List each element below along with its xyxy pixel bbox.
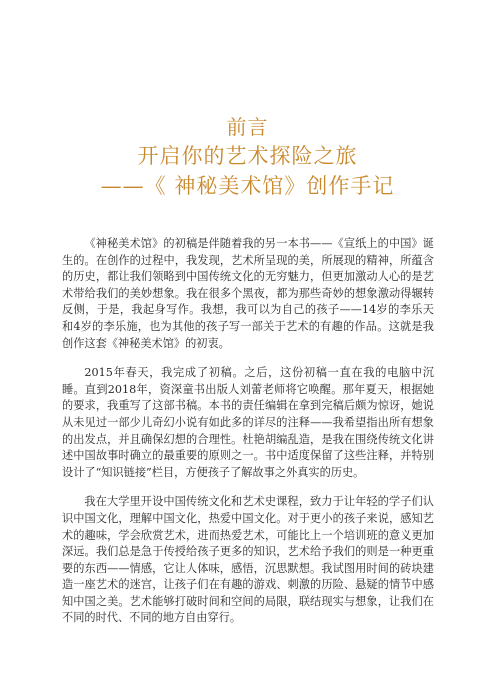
paragraph-2: 2015年春天，我完成了初稿。之后，这份初稿一直在我的电脑中沉睡。直到2018年，资深童书出版人刘蕾老师将它唤醒。那年夏天，根据她的要求，我重写了这部书稿。本书的责任编辑在拿到完稿后颇为惊讶，她说从未见过一部少儿奇幻小说有如此多的详尽的注释——我希望指出所有想象的出发点，并且确保幻想的合理性。杜艳胡编乱造，是我在围绕传统文化讲述中国故事时确立的最重要的原则之一。书中适度保留了这些注释，并特别设计了“知识链接”栏目，方便孩子了解故事之外真实的历史。 [62,366,434,479]
body-text [62,236,434,640]
page-title: 开启你的艺术探险之旅 [137,144,358,168]
paragraph-3: 我在大学里开设中国传统文化和艺术史课程，致力于让年轻的学子们认识中国文化，理解中国文化，热爱中国文化。对于更小的孩子来说，感知艺术的趣味，学会欣赏艺术，进而热爱艺术，可能比上一个培训班的意义更加深远。我们总是急于传授给孩子更多的知识，艺术给予我们的则是一种更重要的东西——情感，它让人体味，感悟，沉思默想。我试图用时间的砖块建造一座艺术的迷宫，让孩子们在有趣的游戏、刺激的历险、悬疑的情节中感知中国之美。艺术能够打破时间和空间的局限，联结现实与想象，让我们在不同的时代、不同的地方自由穿行。 [62,495,434,625]
page-subtitle: ——《 神秘美术馆》创作手记 [100,174,395,198]
title-block [0,113,495,201]
paragraph-1: 《神秘美术馆》的初稿是伴随着我的另一本书——《宣纸上的中国》诞生的。在创作的过程中，我发现，艺术所呈现的美，所展现的精神，所蕴含的历史，都让我们领略到中国传统文化的无穷魅力，但更加激动人心的是艺术带给我们的美妙想象。我在很多个黑夜，都为那些奇妙的想象激动得辗转反侧，于是，我起身写作。我想，我可以为自己的孩子——14岁的李乐天和4岁的李乐施，也为其他的孩子写一部关于艺术的有趣的作品。这就是我创作这套《神秘美术馆》的初衷。 [62,237,434,350]
section-label: 前言 [226,115,269,139]
